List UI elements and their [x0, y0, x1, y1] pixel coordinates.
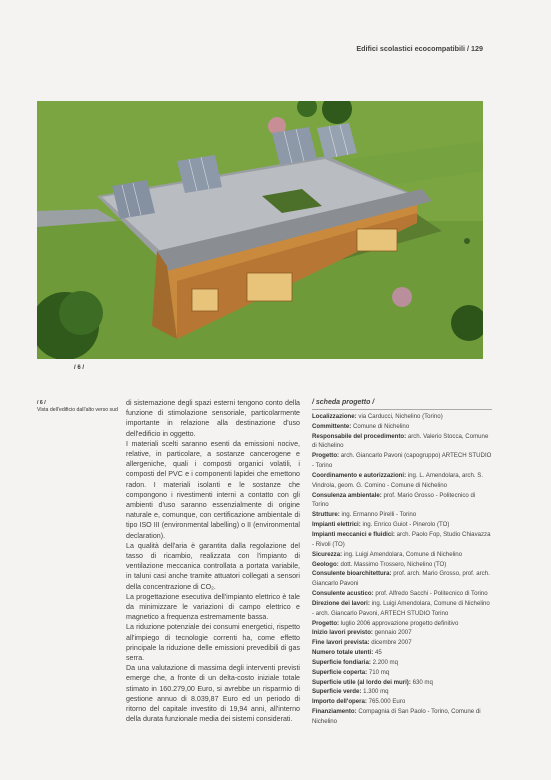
paragraph: Da una valutazione di massima degli interventi previsti emerge che, a fronte di un delta-costo iniziale totale stimato in 160.279,00 Euro, si avrebbe un risparmio di gestione annuo di 8.039,87 Euro ed un periodo di ritorno del capitale investito di 19,94 anni, all'interno della durata funzionale media dei sistemi considerati. [126, 664, 300, 724]
project-sheet-row [312, 707, 492, 727]
row-label: Committente: [312, 422, 352, 430]
project-sheet-row [312, 491, 492, 511]
project-sheet-row [312, 451, 492, 471]
project-sheet-row [312, 510, 492, 520]
body-text-column [126, 398, 300, 725]
row-value: arch. Paolo Fop, Studio Chiavazza - Rivoli (TO) [312, 530, 491, 548]
row-label: Progetto: [312, 452, 340, 460]
paragraph: La riduzione potenziale dei consumi energetici, rispetto all'impiego di tecnologie correnti ha, come effetto principale la riduzione delle emissioni prevedibili di gas serra. [126, 623, 300, 663]
row-label: Progetto: [312, 619, 340, 627]
row-value: gennaio 2007 [372, 629, 412, 637]
row-value: luglio 2006 approvazione progetto definitivo [339, 619, 459, 627]
project-sheet-row [312, 697, 492, 707]
project-sheet [312, 398, 492, 727]
row-label: Localizzazione: [312, 412, 357, 420]
row-value: ing. L. Amendolara, arch. S. Vindrola, geom. G. Comino - Comune di Nichelino [312, 471, 484, 489]
caption-number: / 6 / [37, 400, 46, 406]
row-value: ing. Luigi Amendolara, Comune di Nichelino [342, 550, 463, 558]
row-label: Consulente bioarchitettura: [312, 570, 392, 578]
row-label: Superficie fondiaria: [312, 658, 371, 666]
row-value: 710 mq [367, 668, 390, 676]
row-value: ing. Enrico Guiot - Pinerolo (TO) [360, 521, 450, 529]
building-rendering [37, 101, 483, 359]
row-value: arch. Giancarlo Pavoni (capogruppo) ARTECH STUDIO - Torino [312, 452, 492, 470]
project-sheet-row [312, 638, 492, 648]
row-value: 630 mq [410, 678, 433, 686]
paragraph: I materiali scelti saranno esenti da emissioni nocive, relative, in particolare, a sostanze cancerogene e allergeniche, quali i composti organici volatili, i composti del PVC e i componenti lapidei che emettono radon. I materiali isolanti e le sostanze che compongono i rivestimenti interni a contatto con gli ambienti d'uso saranno essenzialmente di origine naturale e, comunque, con certificazione ambientale di tipo ISO III (environmental labelling) o II (environmental declaration). [126, 439, 300, 540]
row-value: dott. Massimo Trossero, Nichelino (TO) [338, 560, 447, 568]
project-sheet-row [312, 687, 492, 697]
row-value: Compagnia di San Paolo - Torino, Comune di Nichelino [312, 708, 481, 725]
project-sheet-row [312, 432, 492, 452]
project-sheet-row [312, 648, 492, 658]
paragraph: La qualità dell'aria è garantita dalla regolazione del tasso di ricambio, realizzata con l'impianto di ventilazione meccanica controllata a portata variabile, in taluni casi anche tramite attuatori collegati a sensori della concentrazione di CO₂. [126, 541, 300, 591]
project-sheet-row [312, 619, 492, 629]
project-sheet-rows [312, 412, 492, 727]
figure-caption [37, 400, 118, 414]
row-value: prof. Mario Grosso - Politecnico di Torino [312, 491, 476, 509]
row-label: Importo dell'opera: [312, 698, 367, 706]
row-value: ing. Ermanno Pirelli - Torino [339, 511, 417, 519]
row-value: 1.300 mq [361, 688, 389, 696]
row-value: dicembre 2007 [369, 639, 412, 647]
project-sheet-row [312, 412, 492, 422]
row-value: ing. Luigi Amendolara, Comune di Nichelino - arch. Giancarlo Pavoni, ARTECH STUDIO Torino [312, 599, 490, 617]
project-sheet-title: / scheda progetto / [312, 398, 492, 410]
aerial-view-illustration [37, 101, 483, 359]
row-label: Sicurezza: [312, 550, 343, 558]
caption-text: Vista dell'edificio dall'alto verso sud [37, 407, 118, 413]
project-sheet-row [312, 422, 492, 432]
project-sheet-row [312, 550, 492, 560]
project-sheet-row [312, 589, 492, 599]
row-label: Superficie verde: [312, 688, 362, 696]
row-label: Numero totale utenti: [312, 649, 374, 657]
row-value: prof. arch. Mario Grosso, prof. arch. Giancarlo Pavoni [312, 570, 490, 588]
project-sheet-row [312, 530, 492, 550]
row-value: arch. Valerio Stocca, Comune di Nichelino [312, 432, 489, 450]
figure-number: / 6 / [74, 365, 85, 371]
row-value: prof. Alfredo Sacchi - Politecnico di Torino [373, 590, 488, 598]
paragraph: La progettazione esecutiva dell'impianto elettrico è tale da minimizzare le variazioni di campo elettrico e magnetico a frequenza estremamente bassa. [126, 592, 300, 622]
project-sheet-row [312, 658, 492, 668]
running-header: Edifici scolastici ecocompatibili / 129 [356, 44, 483, 53]
row-label: Direzione dei lavori: [312, 599, 370, 607]
row-label: Inizio lavori previsto: [312, 629, 373, 637]
row-label: Impianti meccanici e fluidici: [312, 530, 395, 538]
row-value: 45 [373, 649, 382, 657]
project-sheet-row [312, 628, 492, 638]
row-value: 765.000 Euro [366, 698, 406, 706]
row-label: Finanziamento: [312, 708, 357, 716]
project-sheet-row [312, 471, 492, 491]
row-value: Comune di Nichelino [351, 422, 410, 430]
row-label: Consulenza ambientale: [312, 491, 382, 499]
row-label: Strutture: [312, 511, 340, 519]
project-sheet-row [312, 569, 492, 589]
paragraph: di sistemazione degli spazi esterni tengono conto della funzione di stimolazione sensoriale, particolarmente importante in relazione alla destinazione d'uso dell'edificio in oggetto. [126, 399, 300, 438]
row-value: via Carducci, Nichelino (Torino) [356, 412, 443, 420]
row-label: Responsabile del procedimento: [312, 432, 407, 440]
project-sheet-row [312, 599, 492, 619]
row-label: Superficie coperta: [312, 668, 368, 676]
project-sheet-row [312, 560, 492, 570]
row-label: Superficie utile (al lordo dei muri): [312, 678, 411, 686]
row-label: Geologo: [312, 560, 339, 568]
row-label: Fine lavori prevista: [312, 639, 370, 647]
row-label: Consulente acustico: [312, 590, 374, 598]
row-label: Impianti elettrici: [312, 521, 361, 529]
row-value: 2.200 mq [370, 658, 399, 666]
project-sheet-row [312, 678, 492, 688]
project-sheet-row [312, 520, 492, 530]
row-label: Coordinamento e autorizzazioni: [312, 471, 407, 479]
project-sheet-row [312, 668, 492, 678]
